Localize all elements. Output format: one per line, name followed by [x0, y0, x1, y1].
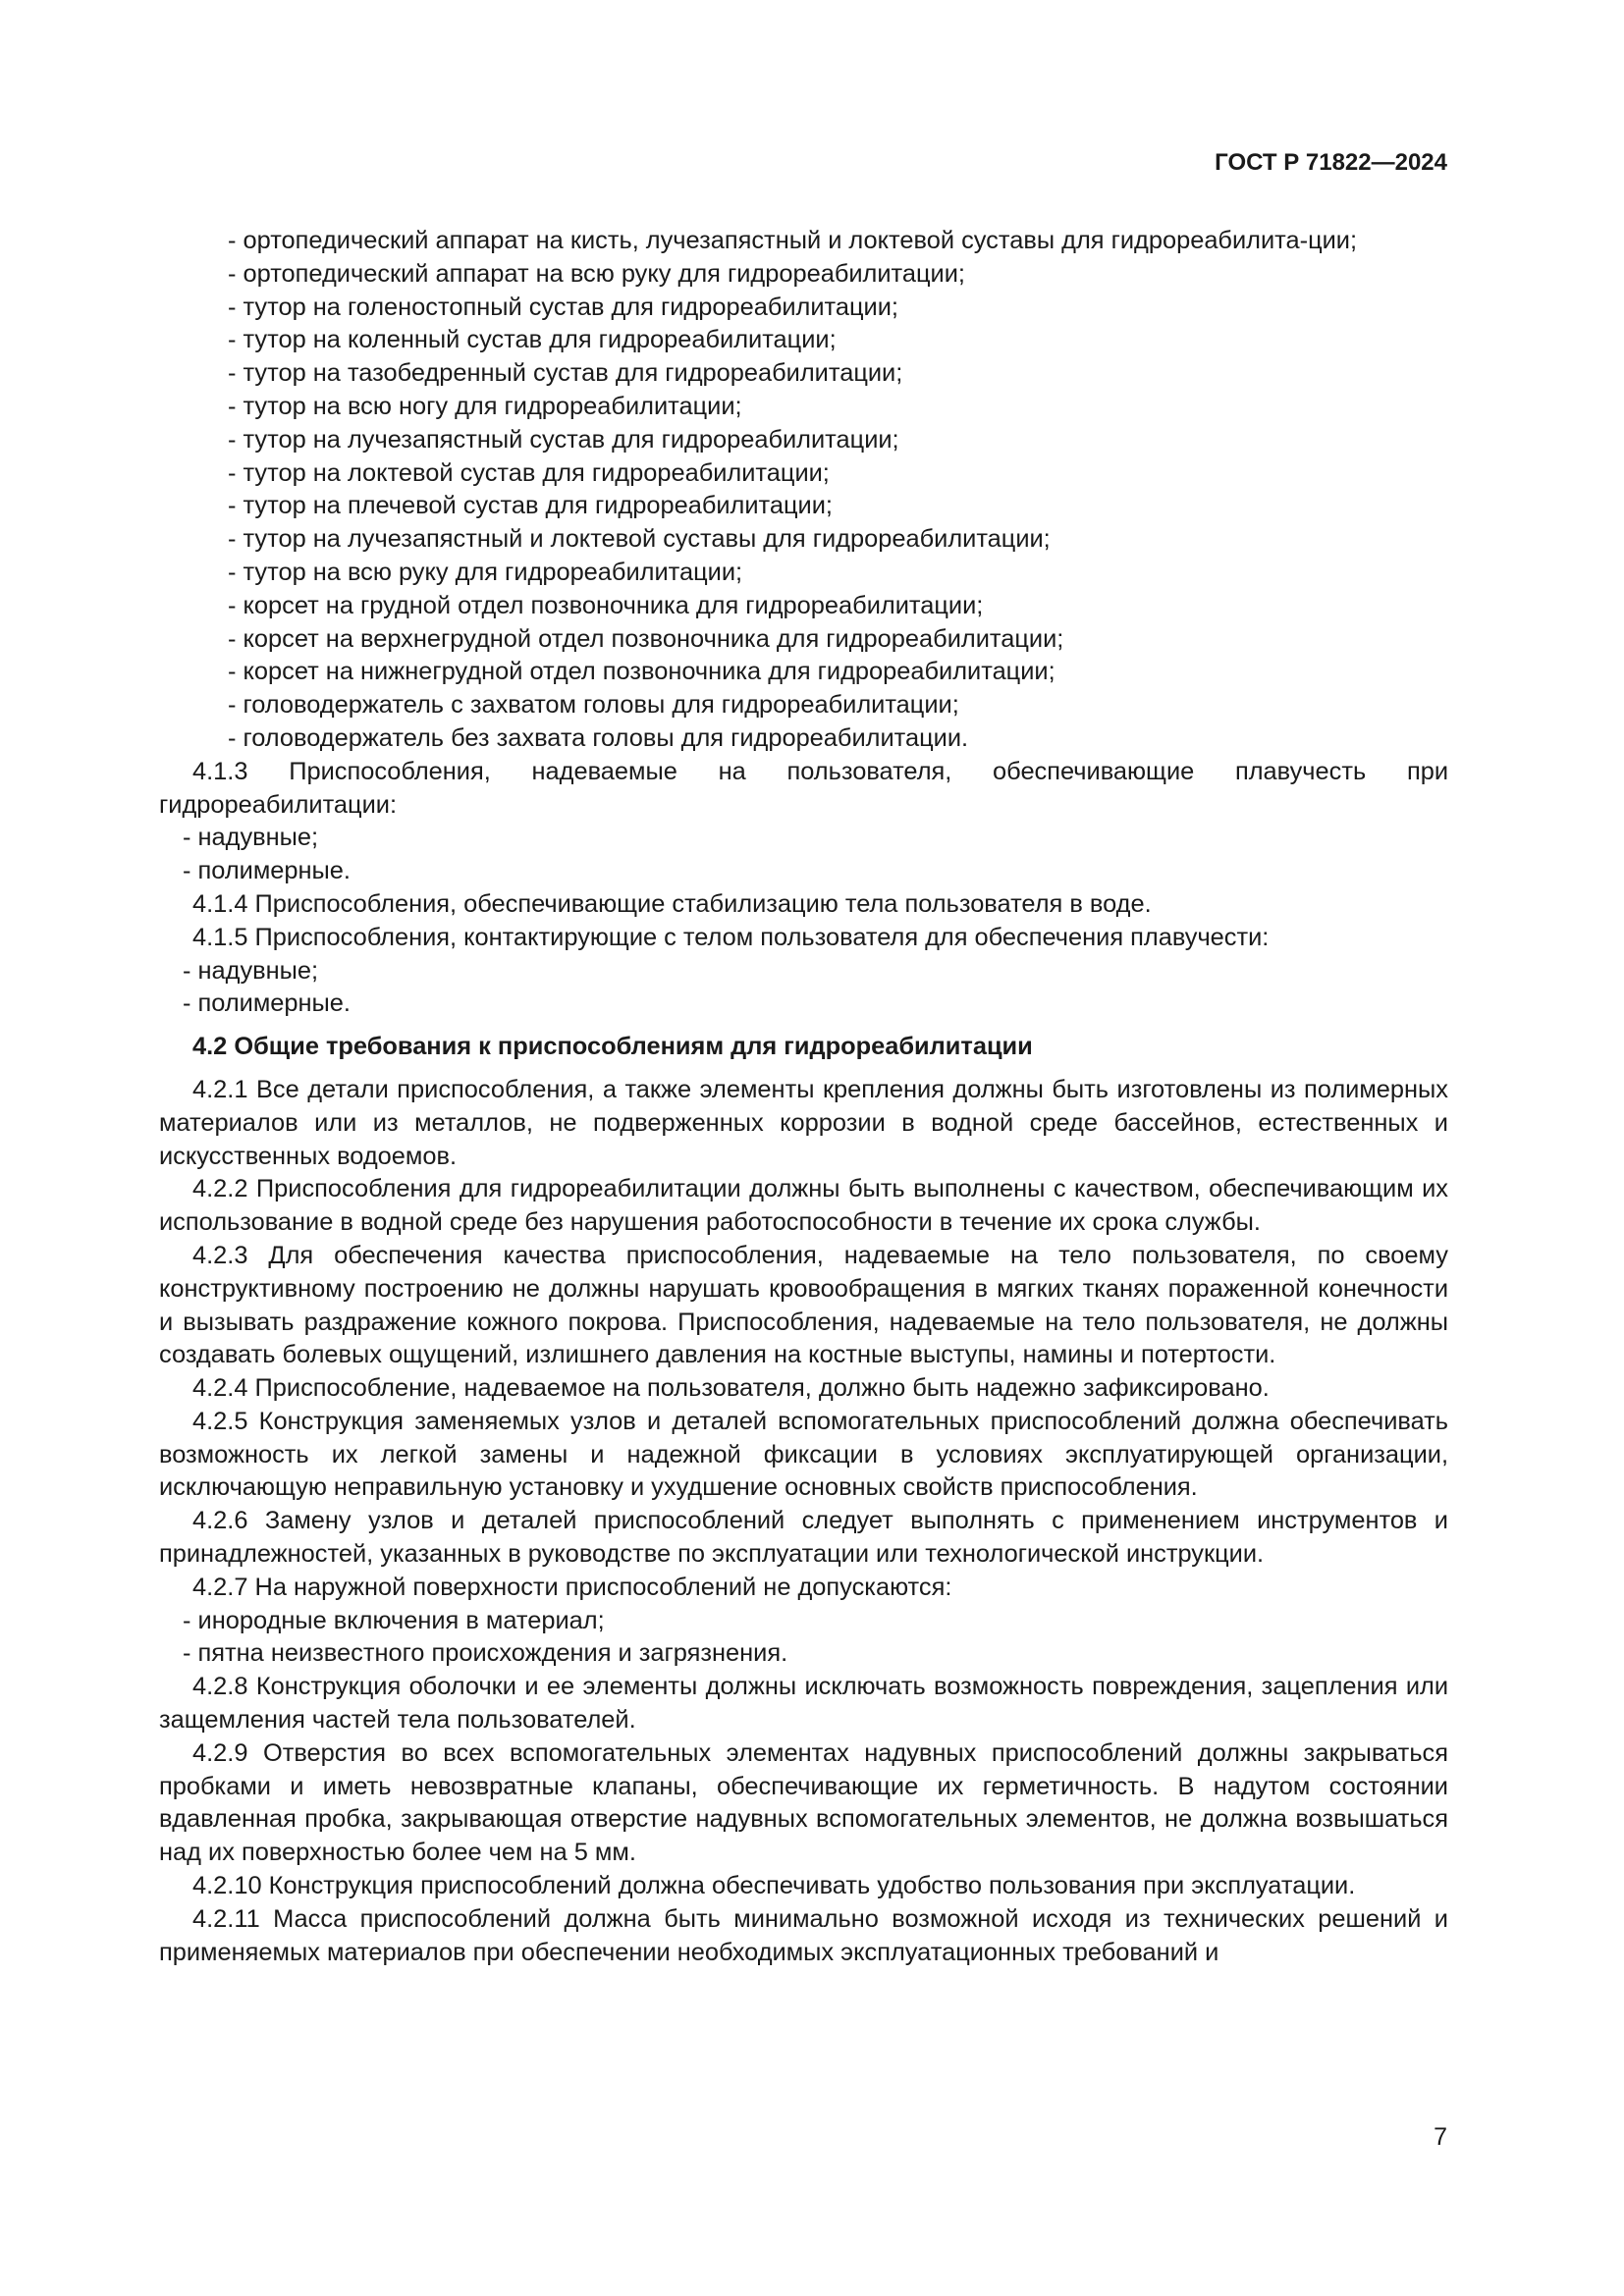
- paragraph-4-2-6: 4.2.6 Замену узлов и деталей приспособлений следует выполнять с применением инструментов и принадлежностей, указанных в руководстве по эксплуатации или технологической инструкции.: [159, 1507, 1448, 1569]
- list-item: - полимерные.: [183, 857, 351, 885]
- list-item: - надувные;: [183, 956, 319, 985]
- paragraph-4-2-5: 4.2.5 Конструкция заменяемых узлов и деталей вспомогательных приспособлений должна обеспечивать возможность их легкой замены и надежной фиксации в условиях эксплуатирующей организации, исключающую неправильную установку и ухудшение основных свойств приспособления.: [159, 1407, 1448, 1502]
- paragraph-4-2-1: 4.2.1 Все детали приспособления, а также элементы крепления должны быть изготовлены из полимерных материалов или из металлов, не подверженных коррозии в водной среде бассейнов, естественных и искусственных водоемов.: [159, 1075, 1448, 1170]
- list-item: - тутор на плечевой сустав для гидрореабилитации;: [228, 492, 833, 520]
- page-number: 7: [1434, 2123, 1447, 2151]
- list-item: - тутор на коленный сустав для гидрореабилитации;: [228, 326, 837, 354]
- list-item: - головодержатель с захватом головы для гидрореабилитации;: [228, 691, 959, 720]
- section-heading-4-2: 4.2 Общие требования к приспособлениям для гидрореабилитации: [192, 1033, 1033, 1061]
- paragraph-4-2-2: 4.2.2 Приспособления для гидрореабилитации должны быть выполнены с качеством, обеспечивающим их использование в водной среде без нарушения работоспособности в течение их срока службы.: [159, 1175, 1448, 1237]
- list-item: - тутор на тазобедренный сустав для гидрореабилитации;: [228, 359, 903, 388]
- list-item: - пятна неизвестного происхождения и загрязнения.: [183, 1639, 788, 1668]
- list-item: - корсет на нижнегрудной отдел позвоночника для гидрореабилитации;: [228, 658, 1056, 686]
- list-item: - ортопедический аппарат на кисть, лучезапястный и локтевой суставы для гидрореабилита-ции;: [228, 227, 1358, 254]
- list-item: - тутор на всю ногу для гидрореабилитации;: [228, 392, 742, 420]
- paragraph-4-1-5: 4.1.5 Приспособления, контактирующие с телом пользователя для обеспечения плавучести:: [192, 923, 1270, 951]
- list-item: - тутор на лучезапястный и локтевой суставы для гидрореабилитации;: [228, 525, 1051, 554]
- paragraph-4-2-7: 4.2.7 На наружной поверхности приспособлений не допускаются:: [192, 1573, 952, 1601]
- paragraph-4-2-10: 4.2.10 Конструкция приспособлений должна обеспечивать удобство пользования при эксплуатации.: [192, 1872, 1356, 1900]
- document-body: [159, 225, 1448, 1969]
- list-item: - надувные;: [183, 824, 319, 852]
- list-item: - полимерные.: [183, 989, 351, 1018]
- paragraph-4-2-9: 4.2.9 Отверстия во всех вспомогательных элементах надувных приспособлений должны закрываться пробками и иметь невозвратные клапаны, обеспечивающие их герметичность. В надутом состоянии вдавленная пробка, закрывающая отверстие надувных вспомогательных элементов, не должна возвышаться над их поверхностью более чем на 5 мм.: [159, 1738, 1448, 1867]
- list-item: - головодержатель без захвата головы для гидрореабилитации.: [228, 723, 969, 752]
- paragraph-4-1-4: 4.1.4 Приспособления, обеспечивающие стабилизацию тела пользователя в воде.: [192, 889, 1152, 918]
- paragraph-4-2-3: 4.2.3 Для обеспечения качества приспособления, надеваемые на тело пользователя, по своему конструктивному построению не должны нарушать кровообращения в мягких тканях пораженной конечности и вызывать раздражение кожного покрова. Приспособления, надеваемые на тело пользователя, не должны создавать болевых ощущений, излишнего давления на костные выступы, намины и потертости.: [159, 1241, 1448, 1369]
- paragraph-4-2-11: 4.2.11 Масса приспособлений должна быть минимально возможной исходя из технических решений и применяемых материалов при обеспечении необходимых эксплуатационных требований и: [159, 1904, 1448, 1966]
- list-item: - корсет на грудной отдел позвоночника для гидрореабилитации;: [228, 591, 984, 619]
- paragraph-4-1-3: 4.1.3 Приспособления, надеваемые на пользователя, обеспечивающие плавучесть при гидрореабилитации:: [159, 757, 1448, 819]
- list-item: - инородные включения в материал;: [183, 1606, 605, 1634]
- document-id-header: ГОСТ Р 71822—2024: [1215, 149, 1447, 176]
- list-item: - ортопедический аппарат на всю руку для гидрореабилитации;: [228, 259, 965, 288]
- list-item: - тутор на локтевой сустав для гидрореабилитации;: [228, 458, 830, 487]
- paragraph-4-2-8: 4.2.8 Конструкция оболочки и ее элементы должны исключать возможность повреждения, зацепления или защемления частей тела пользователей.: [159, 1673, 1448, 1735]
- list-item: - тутор на голеностопный сустав для гидрореабилитации;: [228, 293, 898, 321]
- list-item: - корсет на верхнегрудной отдел позвоночника для гидрореабилитации;: [228, 624, 1064, 653]
- paragraph-4-2-4: 4.2.4 Приспособление, надеваемое на пользователя, должно быть надежно зафиксировано.: [192, 1374, 1270, 1403]
- list-item: - тутор на всю руку для гидрореабилитации;: [228, 558, 743, 586]
- list-item: - тутор на лучезапястный сустав для гидрореабилитации;: [228, 425, 899, 454]
